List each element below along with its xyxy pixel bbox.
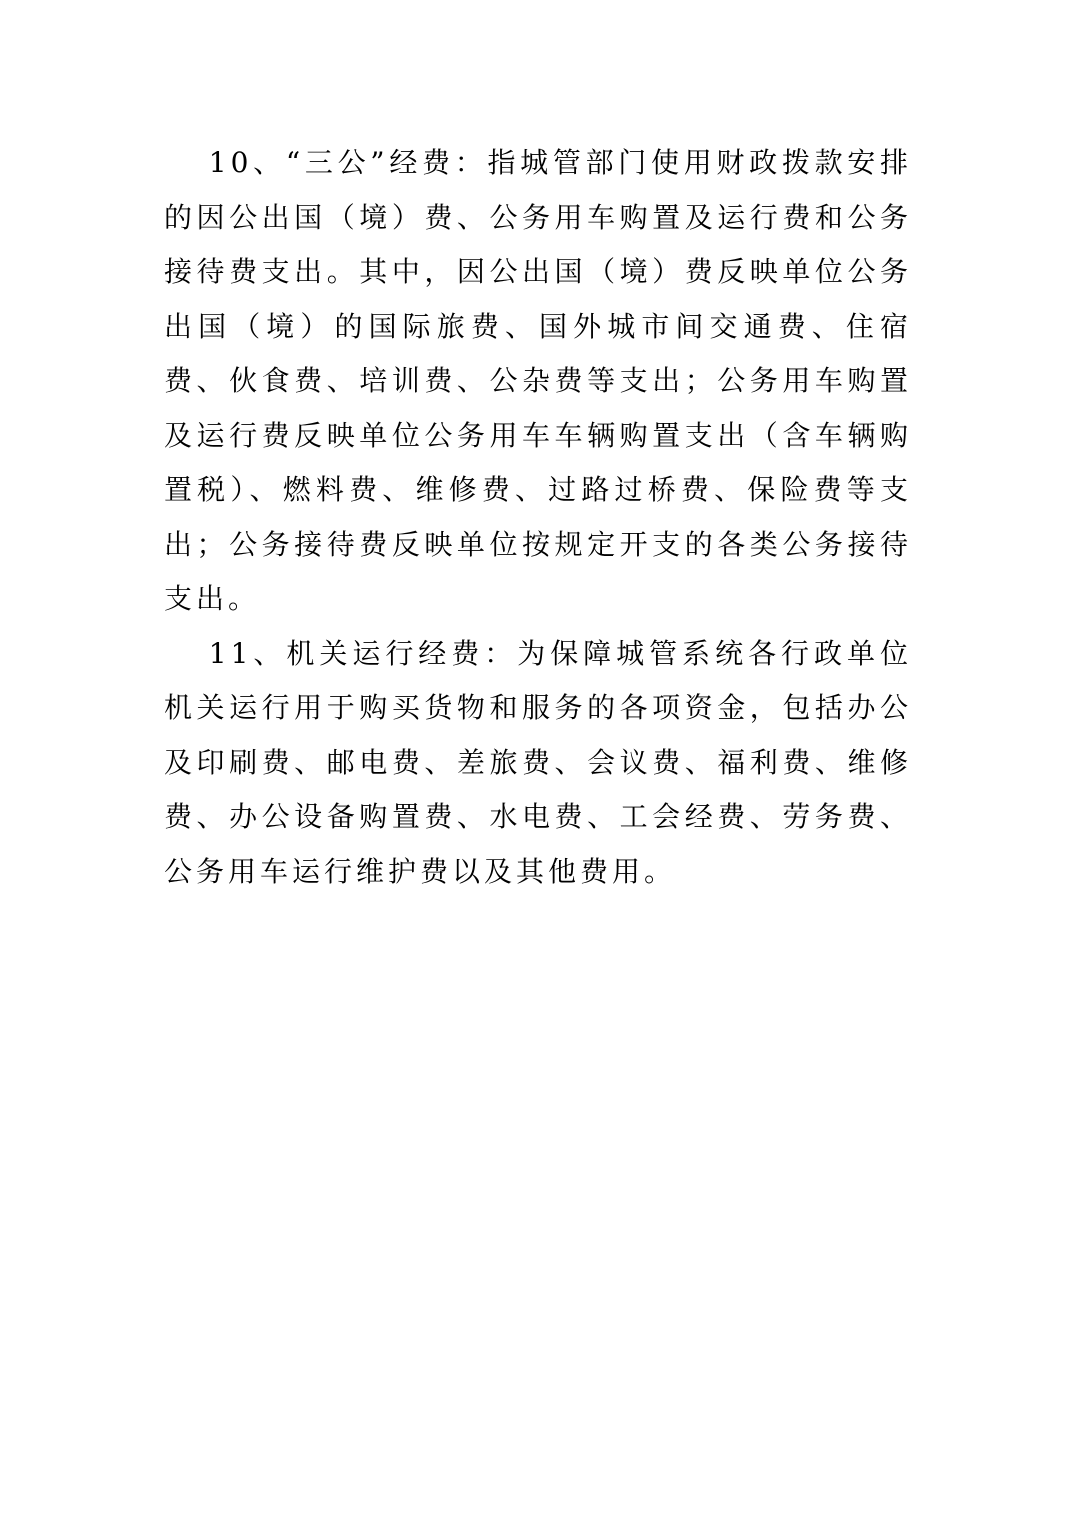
paragraph-operating-expenses: 11、机关运行经费：为保障城管系统各行政单位机关运行用于购买货物和服务的各项资金，包括办公及印刷费、邮电费、差旅费、会议费、福利费、维修费、办公设备购置费、水电费、工会经费、劳务费、公务用车运行维护费以及其他费用。 [164, 636, 912, 888]
document-body [164, 136, 912, 899]
paragraph-three-public-expenses: 10、“三公”经费：指城管部门使用财政拨款安排的因公出国（境）费、公务用车购置及运行费和公务接待费支出。其中，因公出国（境）费反映单位公务出国（境）的国际旅费、国外城市间交通费、住宿费、伙食费、培训费、公杂费等支出；公务用车购置及运行费反映单位公务用车车辆购置支出（含车辆购置税）、燃料费、维修费、过路过桥费、保险费等支出；公务接待费反映单位按规定开支的各类公务接待支出。 [164, 146, 912, 615]
